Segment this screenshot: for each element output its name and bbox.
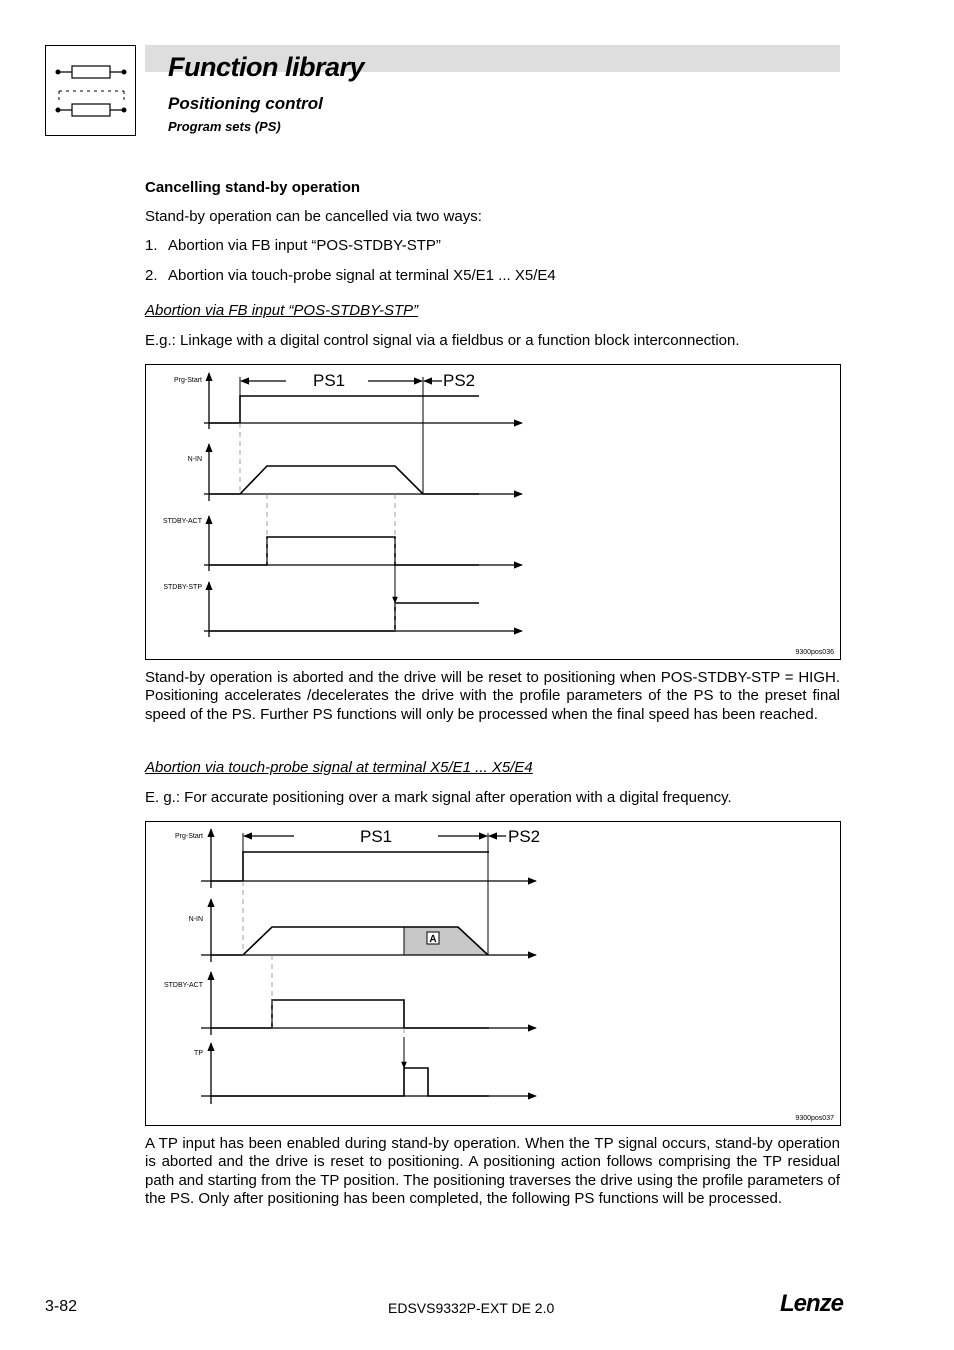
n-in-signal [209, 466, 479, 494]
subsection-title: Program sets (PS) [168, 119, 281, 134]
example-text-2: E. g.: For accurate positioning over a mark signal after operation with a digital frequency. [145, 789, 732, 806]
list-text: Abortion via touch-probe signal at terminal X5/E1 ... X5/E4 [168, 267, 556, 284]
page-number: 3-82 [45, 1298, 78, 1315]
section-heading: Cancelling stand-by operation [145, 179, 361, 196]
function-block-icon [46, 46, 137, 137]
example-text-1: E.g.: Linkage with a digital control signal via a fieldbus or a function block interconnection. [145, 332, 740, 349]
ps1-label: PS1 [313, 371, 346, 390]
signal-label: TP [194, 1050, 203, 1057]
signal-label: STDBY-ACT [163, 982, 203, 989]
signal-label: Prg-Start [174, 833, 203, 840]
signal-label: N-IN [188, 916, 203, 923]
ps2-label: PS2 [508, 827, 541, 846]
list-text: Abortion via FB input “POS-STDBY-STP” [168, 237, 441, 254]
paragraph-fb-abort: Stand-by operation is aborted and the drive will be reset to positioning when POS-STDBY-STP = HIGH. Positioning accelerates /decelerates the drive with the profile parameters of the PS to the preset final speed of the PS. Further PS functions will only be processed when the final speed has been reached. [145, 669, 840, 723]
timing-diagram-1-svg [146, 365, 842, 661]
signal-label: STDBY-STP [163, 584, 202, 591]
paragraph-tp-abort: A TP input has been enabled during stand-by operation. When the TP signal occurs, stand-by operation is aborted and the drive is reset to positioning. A positioning action follows comprising the TP residual path and starting from the TP position. The positioning traverses the drive using the profile parameters of the PS. Only after positioning has been completed, the following PS functions will be processed. [145, 1135, 840, 1207]
prg-start-signal [209, 396, 479, 423]
page-title: Function library [168, 52, 365, 82]
stdby-act-signal [211, 1000, 489, 1028]
figure-id: 9300pos037 [795, 1115, 834, 1122]
tp-signal [211, 1068, 489, 1096]
list-number: 1. [145, 237, 158, 254]
list-item [145, 237, 441, 255]
list-number: 2. [145, 267, 158, 284]
ps2-label: PS2 [443, 371, 476, 390]
signal-label: Prg-Start [173, 377, 202, 384]
intro-text: Stand-by operation can be cancelled via two ways: [145, 208, 482, 225]
timing-diagram-2 [145, 821, 841, 1126]
signal-label: STDBY-ACT [162, 518, 202, 525]
residual-path-area [404, 927, 488, 955]
timing-diagram-2-svg [146, 822, 842, 1127]
section-title: Positioning control [168, 94, 323, 113]
prg-start-signal [211, 852, 489, 881]
stdby-act-signal [209, 537, 479, 565]
list-item [145, 267, 556, 285]
function-block-logo [45, 45, 136, 136]
subheading-fb-input: Abortion via FB input “POS-STDBY-STP” [145, 302, 419, 319]
figure-id: 9300pos036 [795, 649, 834, 656]
signal-label: N-IN [187, 456, 202, 463]
marker-a-label: A [429, 934, 437, 945]
subheading-touch-probe: Abortion via touch-probe signal at terminal X5/E1 ... X5/E4 [145, 759, 533, 776]
document-id: EDSVS9332P-EXT DE 2.0 [388, 1300, 555, 1316]
timing-diagram-1 [145, 364, 841, 660]
ps1-label: PS1 [360, 827, 393, 846]
stdby-stp-signal [209, 603, 479, 631]
brand-logo: Lenze [780, 1290, 844, 1317]
